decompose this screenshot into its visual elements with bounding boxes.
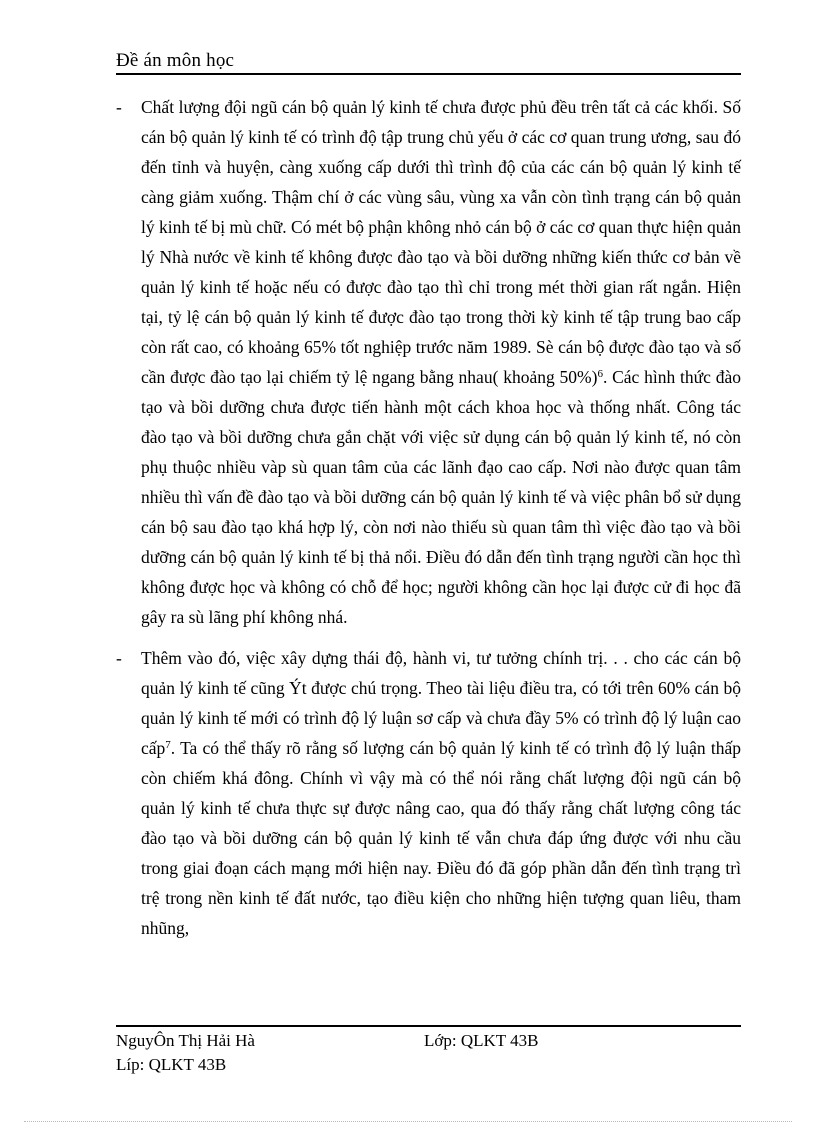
paragraph-text-part: . Ta có thể thấy rõ rằng số lượng cán bộ quản lý kinh tế có trình độ lý luận thấp còn chiếm khá đông. Chính vì vậy mà có thể nói rằng chất lượng đội ngũ cán bộ quản lý kinh tế chưa thực sự được nâng cao, qua đó thấy rằng chất lượng công tác đào tạo và bồi dưỡng cán bộ quản lý kinh tế vẫn chưa đáp ứng được với nhu cầu trong giai đoạn cách mạng mới hiện nay. Điều đó đã góp phần dẫn đến tình trạng trì trệ trong nền kinh tế đất nước, tạo điều kiện cho những hiện tượng quan liêu, tham nhũng, [141,738,741,938]
footnote-ref: 6 [597,368,603,380]
paragraph-text [141,643,741,943]
page-edge-divider [24,1121,792,1122]
footer-class-secondary: Líp: QLKT 43B [116,1055,227,1074]
paragraph-quality [116,92,741,632]
paragraph-text-part: . Các hình thức đào tạo và bồi dưỡng chưa được tiến hành một cách khoa học và thống nhất. Công tác đào tạo và bồi dưỡng chưa gắn chặt với việc sử dụng cán bộ quản lý kinh tế, nó còn phụ thuộc nhiều vàp sù quan tâm của các lãnh đạo cao cấp. Nơi nào được quan tâm nhiều thì vấn đề đào tạo và bồi dưỡng cán bộ quản lý kinh tế và việc phân bổ sử dụng cán bộ sau đào tạo khá hợp lý, còn nơi nào thiếu sù quan tâm thì việc đào tạo và bồi dưỡng cán bộ quản lý kinh tế bị thả nổi. Điều đó dẫn đến tình trạng người cần học thì không được học và không có chỗ để học; người không cần học lại được cử đi học đã gây ra sù lãng phí không nhá. [141,367,741,627]
header-divider [116,73,741,75]
paragraph-text [141,92,741,632]
footer-author: NguyÔn Thị Hải Hà [116,1031,255,1050]
footer-divider [116,1025,741,1027]
bullet-dash: - [116,648,122,668]
footnote-ref: 7 [165,739,171,751]
paragraph-text-part: Chất lượng đội ngũ cán bộ quản lý kinh tế chưa được phủ đều trên tất cả các khối. Số cán bộ quản lý kinh tế có trình độ tập trung chủ yếu ở các cơ quan trung ương, sau đó đến tỉnh và huyện, càng xuống cấp dưới thì trình độ của các cán bộ quản lý kinh tế càng giảm xuống. Thậm chí ở các vùng sâu, vùng xa vẫn còn tình trạng cán bộ quản lý kinh tế bị mù chữ. Có mét bộ phận không nhỏ cán bộ ở các cơ quan thực hiện quản lý Nhà nước về kinh tế không được đào tạo và bồi dưỡng những kiến thức cơ bản về quản lý kinh tế hoặc nếu có được đào tạo thì chỉ trong mét thời gian rất ngắn. Hiện tại, tỷ lệ cán bộ quản lý kinh tế được đào tạo trong thời kỳ kinh tế tập trung bao cấp còn rất cao, có khoảng 65% tốt nghiệp trước năm 1989. Sè cán bộ được đào tạo và số cần được đào tạo lại chiếm tỷ lệ ngang bằng nhau( khoảng 50%) [141,97,741,387]
document-body [116,92,741,943]
footer-class: Lớp: QLKT 43B [424,1031,539,1050]
bullet-dash: - [116,97,122,117]
paragraph-text-part: Thêm vào đó, việc xây dựng thái độ, hành vi, tư tưởng chính trị. . . cho các cán bộ quản lý kinh tế cũng Ýt được chú trọng. Theo tài liệu điều tra, có tới trên 60% cán bộ quản lý kinh tế mới có trình độ lý luận sơ cấp và chưa đầy 5% có trình độ lý luận cao cấp [141,648,741,758]
paragraph-attitude [116,643,741,943]
header-title: Đề án môn học [116,50,235,71]
